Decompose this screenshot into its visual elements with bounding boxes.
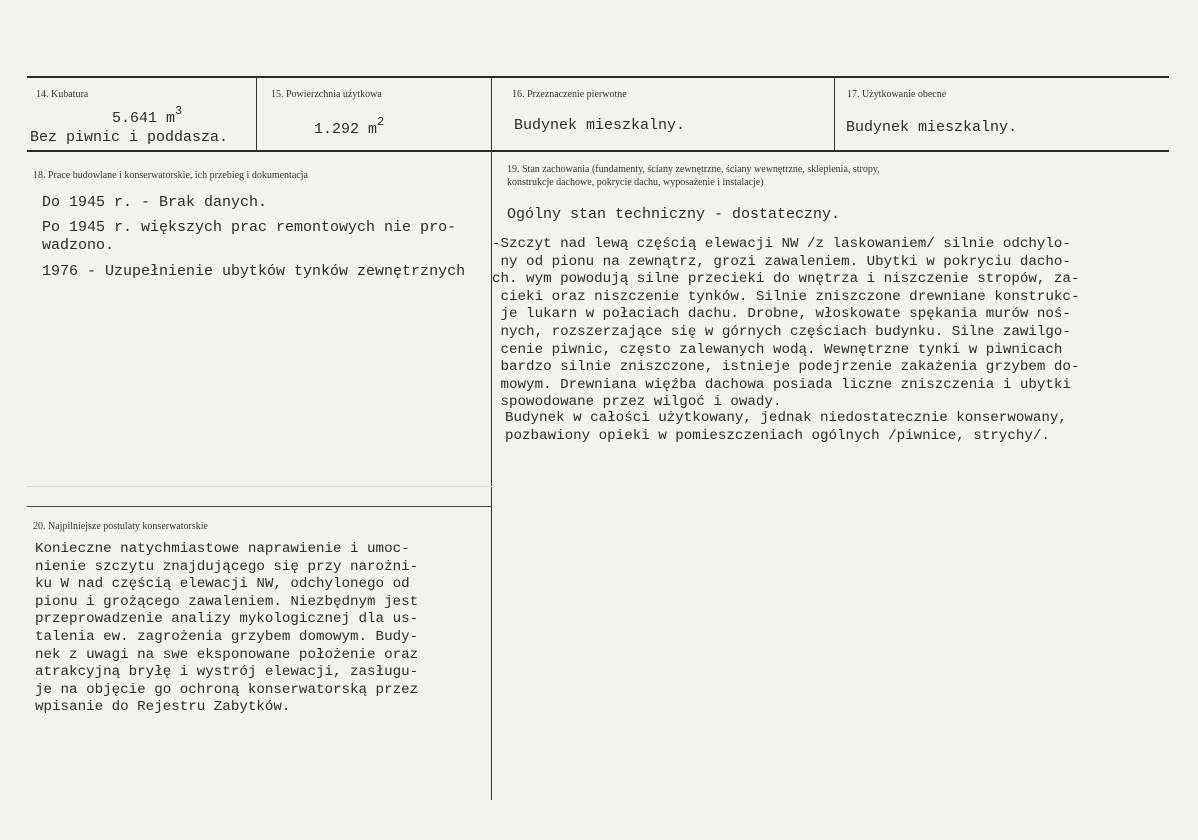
kubatura-number: 5.641 m	[112, 110, 176, 127]
header-row-rule	[27, 150, 1169, 152]
kubatura-exponent: 3	[175, 104, 183, 118]
stan-para-1: Ogólny stan techniczny - dostateczny.	[507, 206, 841, 223]
prace-label: 18. Prace budowlane i konserwatorskie, ich przebieg i dokumentacja	[33, 170, 308, 181]
prace-line-3: 1976 - Uzupełnienie ubytków tynków zewnętrznych	[42, 263, 466, 280]
kubatura-label: 14. Kubatura	[36, 89, 89, 100]
powierzchnia-number: 1.292 m	[314, 121, 378, 138]
stan-para-2: -Szczyt nad lewą częścią elewacji NW /z laskowaniem/ silnie odchylo- ny od pionu na zewnątrz, grozi zawaleniem. Ubytki w pokryciu dacho- ch. wym powodują silne przecieki do wnętrza i niszczenie stropów, za- cieki oraz niszczenie tynków. Silnie zniszczone drewniane konstrukc- je lukarn w połaciach dachu. Drobne, włoskowate spękania murów noś- nych, rozszerzające się w górnych częściach budynku. Silne zawilgo- cenie piwnic, często zalewanych wodą. Wewnętrzne tynki w piwnicach bardzo silnie zniszczone, istnieje podejrzenie zakażenia grzybem do- mowym. Drewniana więźba dachowa posiada liczne zniszczenia i ubytki spowodowane przez wilgoć i owady.	[492, 236, 1080, 411]
col-divider-3	[834, 77, 835, 150]
top-rule	[27, 76, 1169, 78]
postulaty-label: 20. Najpilniejsze postulaty konserwatorskie	[33, 521, 208, 532]
przeznaczenie-label: 16. Przeznaczenie pierwotne	[512, 89, 627, 100]
kubatura-value	[112, 102, 182, 128]
col-divider-2	[491, 77, 492, 800]
postulaty-text: Konieczne natychmiastowe naprawienie i umoc- nienie szczytu znajdującego się przy narożni- ku W nad częścią elewacji NW, odchylonego od pionu i grożącego zawaleniem. Niezbędnym jest przeprowadzenie analizy mykologicznej dla us- talenia ew. zagrożenia grzybem domowym. Budy- nek z uwagi na swe eksponowane położenie oraz atrakcyjną bryłę i wystrój elewacji, zasługu- je na objęcie go ochroną konserwatorską przez wpisanie do Rejestru Zabytków.	[35, 541, 419, 716]
uzytkowanie-value: Budynek mieszkalny.	[846, 119, 1018, 136]
faint-rule	[27, 486, 492, 487]
stan-para-3: Budynek w całości użytkowany, jednak niedostatecznie konserwowany, pozbawiony opieki w pomieszczeniach ogólnych /piwnice, strychy/.	[505, 410, 1067, 444]
powierzchnia-label: 15. Powierzchnia użytkowa	[271, 89, 382, 100]
col-divider-1	[256, 77, 257, 150]
przeznaczenie-value: Budynek mieszkalny.	[514, 117, 686, 134]
section-20-rule	[27, 506, 492, 507]
powierzchnia-exponent: 2	[377, 115, 385, 129]
prace-line-2: Po 1945 r. większych prac remontowych nie pro- wadzono.	[42, 219, 457, 254]
stan-label: 19. Stan zachowania (fundamenty, ściany zewnętrzne, ściany wewnętrzne, sklepienia, stropy, konstrukcje dachowe, pokrycie dachu, wyposażenie i instalacje)	[507, 164, 880, 188]
kubatura-note: Bez piwnic i poddasza.	[30, 129, 229, 146]
powierzchnia-value	[314, 113, 384, 139]
prace-line-1: Do 1945 r. - Brak danych.	[42, 194, 268, 211]
uzytkowanie-label: 17. Użytkowanie obecne	[847, 89, 947, 100]
